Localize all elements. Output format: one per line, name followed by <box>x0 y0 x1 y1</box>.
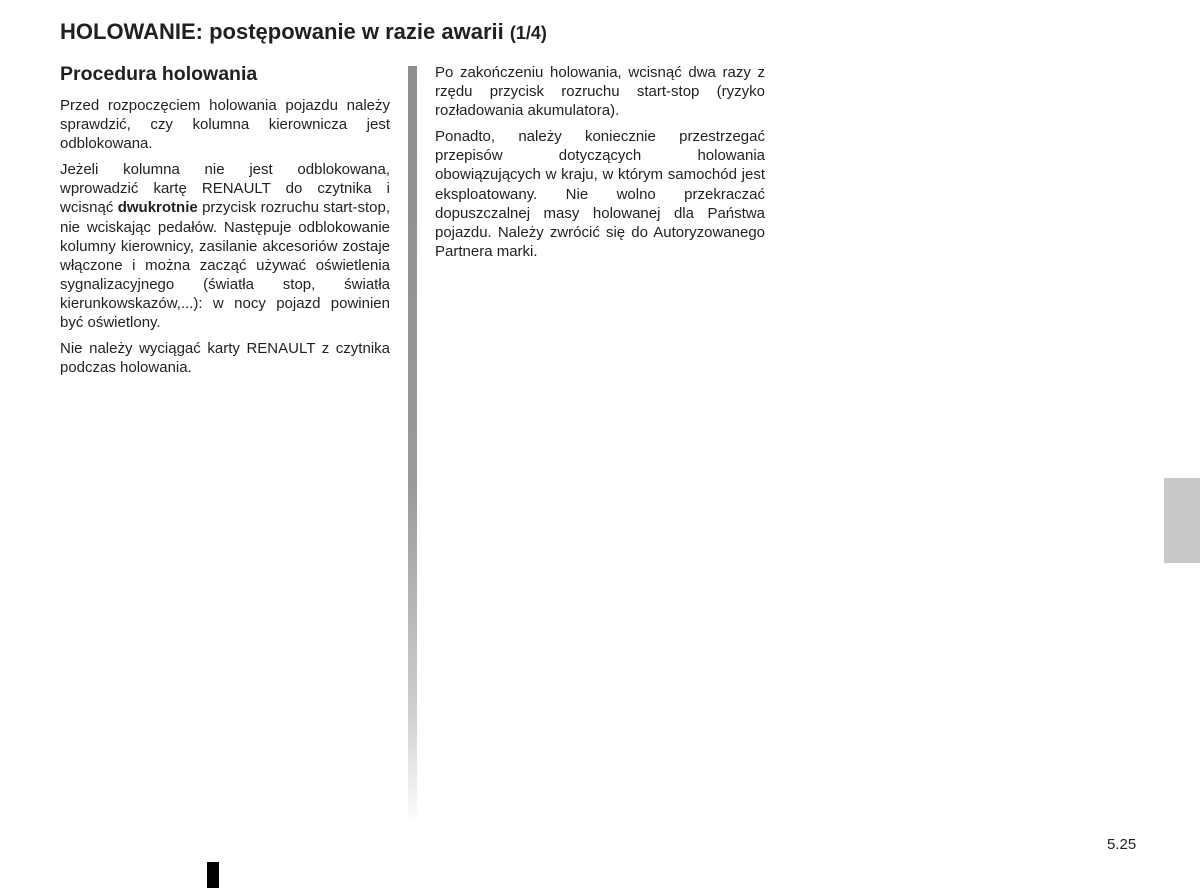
page-title-text: HOLOWANIE: postępowanie w razie awarii <box>60 19 504 44</box>
paragraph-after-towing: Po zakończeniu holowania, wcisnąć dwa razy z rzędu przycisk rozruchu start-stop (ryzyko rozładowania akumulatora). <box>435 64 765 120</box>
left-column <box>60 62 390 384</box>
page-number: 5.25 <box>1107 836 1137 853</box>
chapter-tab <box>1164 478 1200 563</box>
column-divider-bar <box>408 66 417 826</box>
emphasis-text: dwukrotnie <box>117 199 198 217</box>
page-title <box>60 19 547 45</box>
paragraph-unlock-column <box>60 160 390 332</box>
page-part-indicator: (1/4) <box>509 23 547 43</box>
paragraph-check-column: Przed rozpoczęciem holowania pojazdu należy sprawdzić, czy kolumna kierownicza jest odblokowana. <box>60 97 390 153</box>
crop-mark <box>207 862 219 888</box>
paragraph-text: Jeżeli kolumna nie jest odblokowana, wprowadzić kartę RENAULT do czytnika i wcisnąć <box>60 161 390 217</box>
right-column <box>435 63 765 268</box>
section-heading: Procedura holowania <box>60 63 258 85</box>
paragraph-regulations: Ponadto, należy koniecznie przestrzegać przepisów dotyczących holowania obowiązujących w kraju, w którym samochód jest eksploatowany. Nie wolno przekraczać dopuszczalnej masy holowanej dla Państwa pojazdu. Należy zwrócić się do Autoryzowanego Partnera marki. <box>435 128 765 260</box>
paragraph-keep-card: Nie należy wyciągać karty RENAULT z czytnika podczas holowania. <box>60 340 390 377</box>
paragraph-text: przycisk rozruchu start-stop, nie wciskając pedałów. Następuje odblokowanie kolumny kierownicy, zasilanie akcesoriów zostaje włączone i można zacząć używać oświetlenia sygnalizacyjnego (światła stop, światła kierunkowskazów,...): w nocy pojazd powinien być oświetlony. <box>60 199 390 332</box>
